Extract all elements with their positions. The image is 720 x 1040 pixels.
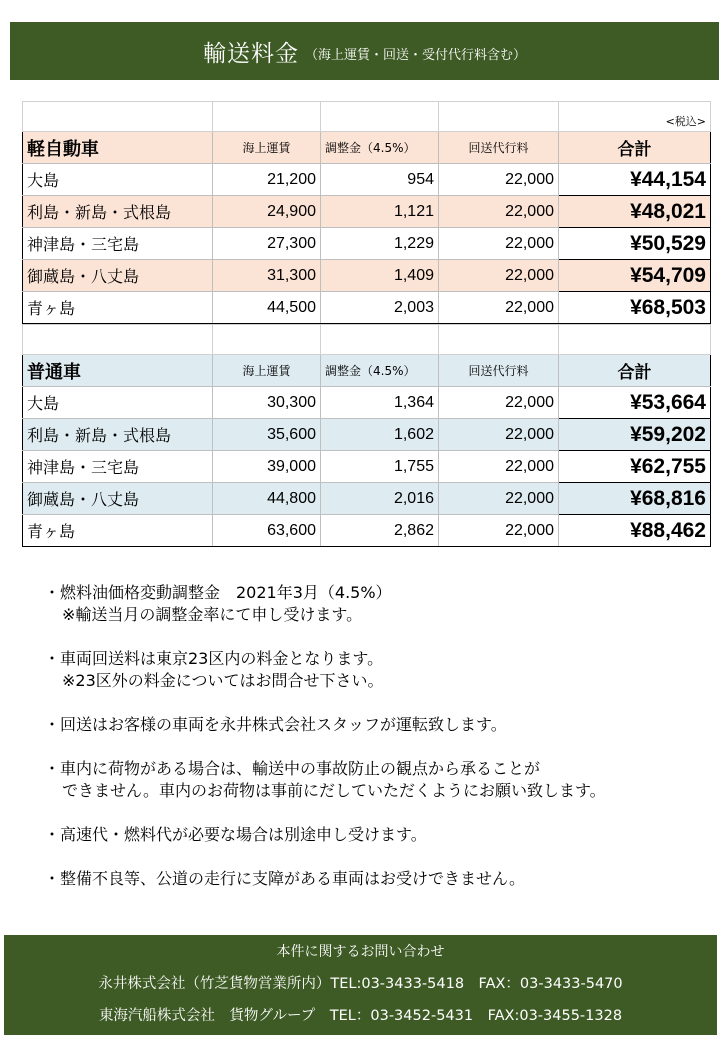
table-row <box>23 228 711 260</box>
forwarding-fee: 22,000 <box>439 164 559 196</box>
total-price: ¥68,816 <box>559 483 711 515</box>
note-item <box>44 714 704 736</box>
adjustment-fee: 1,121 <box>321 196 439 228</box>
table-row <box>23 260 711 292</box>
light-vehicle-rate-table <box>22 101 711 324</box>
forwarding-fee: 22,000 <box>439 228 559 260</box>
sea-fare: 63,600 <box>213 515 321 547</box>
column-header-forwarding-fee: 回送代行料 <box>439 132 559 164</box>
note-subtext: できません。車内のお荷物は事前にだしていただくようにお願い致します。 <box>62 781 606 800</box>
total-price: ¥62,755 <box>559 451 711 483</box>
notes-list <box>44 582 704 912</box>
category-label: 軽自動車 <box>23 132 213 164</box>
total-price: ¥53,664 <box>559 387 711 419</box>
adjustment-fee: 954 <box>321 164 439 196</box>
island-name: 御蔵島・八丈島 <box>23 483 213 515</box>
contact-heading: 本件に関するお問い合わせ <box>276 944 445 960</box>
total-price: ¥68,503 <box>559 292 711 324</box>
table-spacer-row <box>23 102 711 132</box>
note-text: ・車両回送料は東京23区内の料金となります。 <box>44 649 384 668</box>
sea-fare: 44,800 <box>213 483 321 515</box>
forwarding-fee: 22,000 <box>439 196 559 228</box>
column-header-sea-fare: 海上運賃 <box>213 132 321 164</box>
forwarding-fee: 22,000 <box>439 387 559 419</box>
adjustment-fee: 1,755 <box>321 451 439 483</box>
note-item <box>44 582 704 626</box>
island-name: 神津島・三宅島 <box>23 228 213 260</box>
sea-fare: 30,300 <box>213 387 321 419</box>
table-row <box>23 483 711 515</box>
regular-vehicle-rate-table <box>22 324 711 547</box>
adjustment-fee: 1,229 <box>321 228 439 260</box>
note-text: ・燃料油価格変動調整金 2021年3月（4.5%） <box>44 583 392 602</box>
note-text: ・整備不良等、公道の走行に支障がある車両はお受けできません。 <box>44 869 525 888</box>
table-row <box>23 164 711 196</box>
island-name: 大島 <box>23 387 213 419</box>
column-header-adjustment: 調整金（4.5%） <box>321 132 439 164</box>
island-name: 青ヶ島 <box>23 292 213 324</box>
total-price: ¥48,021 <box>559 196 711 228</box>
sea-fare: 35,600 <box>213 419 321 451</box>
sea-fare: 31,300 <box>213 260 321 292</box>
page-title: 輸送料金 <box>202 40 299 67</box>
island-name: 神津島・三宅島 <box>23 451 213 483</box>
total-price: ¥54,709 <box>559 260 711 292</box>
island-name: 利島・新島・式根島 <box>23 419 213 451</box>
island-name: 大島 <box>23 164 213 196</box>
forwarding-fee: 22,000 <box>439 483 559 515</box>
sea-fare: 44,500 <box>213 292 321 324</box>
island-name: 御蔵島・八丈島 <box>23 260 213 292</box>
note-item <box>44 648 704 692</box>
island-name: 利島・新島・式根島 <box>23 196 213 228</box>
forwarding-fee: 22,000 <box>439 260 559 292</box>
table-row <box>23 451 711 483</box>
forwarding-fee: 22,000 <box>439 451 559 483</box>
forwarding-fee: 22,000 <box>439 419 559 451</box>
sea-fare: 21,200 <box>213 164 321 196</box>
contact-footer <box>4 935 717 1035</box>
adjustment-fee: 1,409 <box>321 260 439 292</box>
table-row <box>23 292 711 324</box>
contact-line-tokai-kisen: 東海汽船株式会社 貨物グループ TEL：03-3452-5431 FAX:03-3455-1328 <box>98 1008 623 1024</box>
island-name: 青ヶ島 <box>23 515 213 547</box>
total-price: ¥44,154 <box>559 164 711 196</box>
total-price: ¥88,462 <box>559 515 711 547</box>
sea-fare: 27,300 <box>213 228 321 260</box>
forwarding-fee: 22,000 <box>439 515 559 547</box>
total-price: ¥50,529 <box>559 228 711 260</box>
table-header-row <box>23 355 711 387</box>
tax-included-note: <税込> <box>559 102 711 132</box>
table-row <box>23 387 711 419</box>
forwarding-fee: 22,000 <box>439 292 559 324</box>
sea-fare: 39,000 <box>213 451 321 483</box>
sea-fare: 24,900 <box>213 196 321 228</box>
table-row <box>23 515 711 547</box>
page-subtitle: （海上運賃・回送・受付代行料含む） <box>304 47 526 63</box>
table-header-row <box>23 132 711 164</box>
note-text: ・車内に荷物がある場合は、輸送中の事故防止の観点から承ることが <box>44 759 541 778</box>
adjustment-fee: 2,003 <box>321 292 439 324</box>
adjustment-fee: 1,364 <box>321 387 439 419</box>
note-text: ・回送はお客様の車両を永井株式会社スタッフが運転致します。 <box>44 715 507 734</box>
total-price: ¥59,202 <box>559 419 711 451</box>
adjustment-fee: 2,862 <box>321 515 439 547</box>
page-header <box>10 22 719 80</box>
column-header-total: 合計 <box>559 355 711 387</box>
column-header-forwarding-fee: 回送代行料 <box>439 355 559 387</box>
column-header-sea-fare: 海上運賃 <box>213 355 321 387</box>
adjustment-fee: 1,602 <box>321 419 439 451</box>
category-label: 普通車 <box>23 355 213 387</box>
contact-line-nagai: 永井株式会社（竹芝貨物営業所内）TEL:03-3433-5418 FAX：03-3433-5470 <box>98 976 623 992</box>
note-item <box>44 824 704 846</box>
adjustment-fee: 2,016 <box>321 483 439 515</box>
table-row <box>23 419 711 451</box>
note-item <box>44 758 704 802</box>
table-spacer-row <box>23 325 711 355</box>
note-text: ・高速代・燃料代が必要な場合は別途申し受けます。 <box>44 825 427 844</box>
column-header-total: 合計 <box>559 132 711 164</box>
column-header-adjustment: 調整金（4.5%） <box>321 355 439 387</box>
note-item <box>44 868 704 890</box>
note-subtext: ※輸送当月の調整金率にて申し受けます。 <box>62 605 363 624</box>
note-subtext: ※23区外の料金についてはお問合せ下さい。 <box>62 671 384 690</box>
table-row <box>23 196 711 228</box>
